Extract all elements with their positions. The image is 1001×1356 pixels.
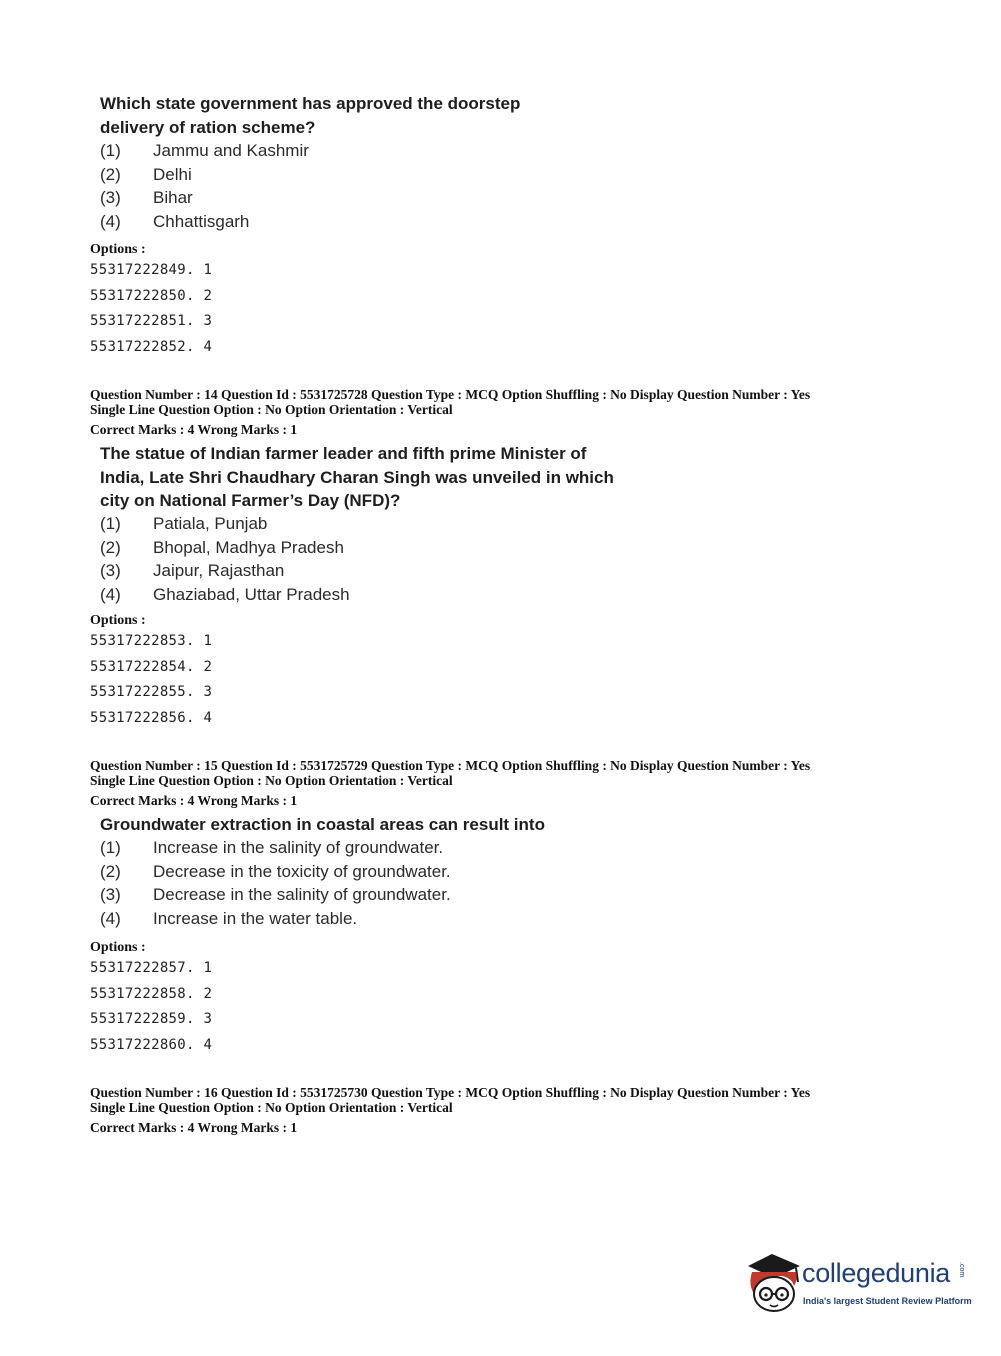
option-id: 55317222854. 2 — [90, 658, 213, 675]
option-id-list — [90, 258, 212, 360]
option-id-list — [90, 956, 212, 1058]
option-id: 55317222860. 4 — [90, 1036, 213, 1053]
choice-4: (4) Chhattisgarh — [100, 211, 250, 231]
logo-tagline: India's largest Student Review Platform — [803, 1296, 972, 1306]
question-text: Which state government has approved the doorstep delivery of ration scheme? — [100, 94, 521, 137]
choice-2: (2) Delhi — [100, 164, 192, 184]
choice-3: (3) Bihar — [100, 188, 193, 207]
option-id: 55317222850. 2 — [90, 287, 213, 304]
choice-4: (4) Ghaziabad, Uttar Pradesh — [100, 584, 350, 604]
meta-line-2: Single Line Question Option : No Option Orientation : Vertical — [90, 1100, 453, 1115]
choice-4: (4) Increase in the water table. — [100, 908, 358, 928]
choice-3: (3) Jaipur, Rajasthan — [100, 561, 285, 580]
choice-3: (3) Decrease in the salinity of groundwater. — [100, 885, 451, 904]
choice-2: (2) Decrease in the toxicity of groundwater. — [100, 861, 451, 881]
option-id: 55317222858. 2 — [90, 985, 213, 1002]
answer-choices — [100, 139, 309, 233]
meta-line-2: Single Line Question Option : No Option Orientation : Vertical — [90, 773, 453, 788]
marks-line: Correct Marks : 4 Wrong Marks : 1 — [90, 793, 298, 808]
answer-choices — [100, 836, 451, 930]
option-id: 55317222855. 3 — [90, 684, 213, 700]
marks-line: Correct Marks : 4 Wrong Marks : 1 — [90, 1120, 298, 1135]
question-meta — [90, 1085, 810, 1135]
logo-suffix: .com — [958, 1262, 965, 1278]
options-label: Options : — [90, 940, 146, 955]
question-meta — [90, 387, 810, 437]
collegedunia-logo — [742, 1250, 972, 1320]
options-label: Options : — [90, 242, 146, 257]
choice-2: (2) Bhopal, Madhya Pradesh — [100, 537, 344, 557]
choice-1: (1) Jammu and Kashmir — [100, 141, 309, 160]
option-id: 55317222856. 4 — [90, 709, 213, 726]
choice-1: (1) Patiala, Punjab — [100, 514, 268, 533]
option-id: 55317222857. 1 — [90, 960, 213, 976]
choice-1: (1) Increase in the salinity of groundwater. — [100, 838, 444, 857]
marks-line: Correct Marks : 4 Wrong Marks : 1 — [90, 422, 298, 437]
meta-line-1: Question Number : 16 Question Id : 5531725730 Question Type : MCQ Option Shuffling : No Display Question Number : Yes — [90, 1085, 811, 1100]
option-id: 55317222859. 3 — [90, 1011, 213, 1027]
option-id: 55317222852. 4 — [90, 338, 213, 355]
meta-line-1: Question Number : 14 Question Id : 5531725728 Question Type : MCQ Option Shuffling : No Display Question Number : Yes — [90, 387, 811, 402]
option-id: 55317222849. 1 — [90, 262, 213, 278]
logo-wordmark: collegedunia — [802, 1258, 951, 1288]
option-id: 55317222851. 3 — [90, 313, 213, 329]
question-text: The statue of Indian farmer leader and fifth prime Minister of India, Late Shri Chaudhary Charan Singh was unveiled in which city on National Farmer’s Day (NFD)? — [100, 444, 614, 510]
option-id-list — [90, 629, 212, 731]
options-label: Options : — [90, 613, 146, 628]
meta-line-1: Question Number : 15 Question Id : 5531725729 Question Type : MCQ Option Shuffling : No Display Question Number : Yes — [90, 758, 811, 773]
question-meta — [90, 758, 810, 808]
option-id: 55317222853. 1 — [90, 633, 213, 649]
meta-line-2: Single Line Question Option : No Option Orientation : Vertical — [90, 402, 453, 417]
answer-choices — [100, 512, 350, 606]
mascot-icon — [742, 1250, 804, 1316]
question-text: Groundwater extraction in coastal areas can result into — [100, 815, 545, 834]
